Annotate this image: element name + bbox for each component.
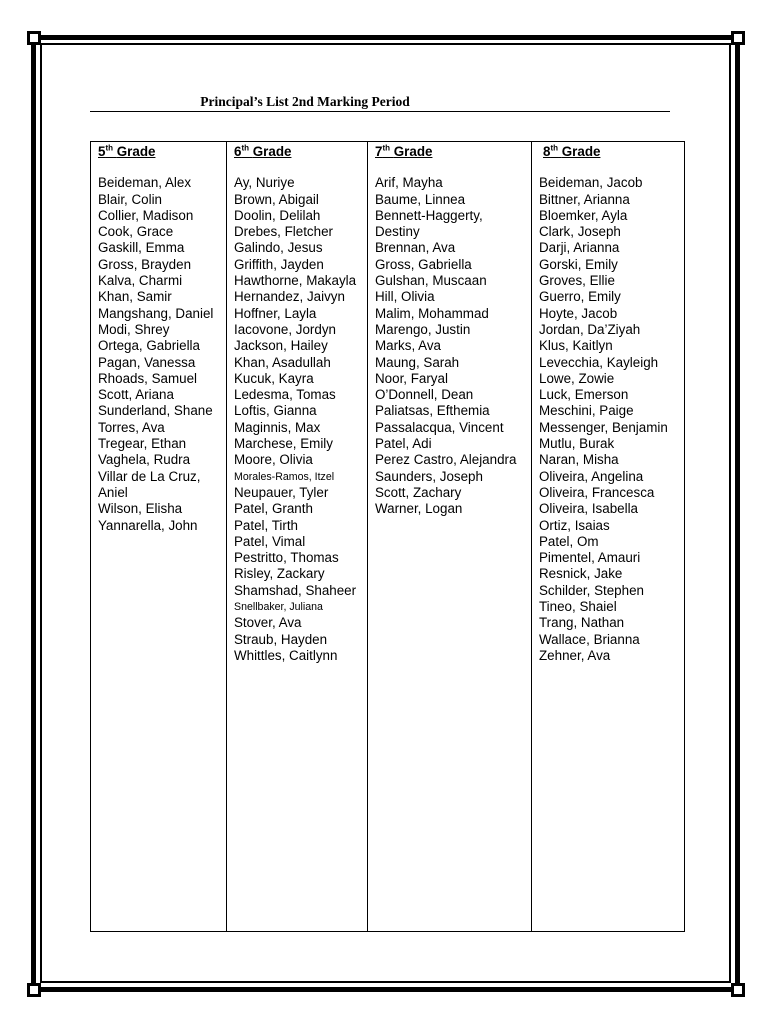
- page-title: [90, 93, 670, 112]
- student-name: Oliveira, Angelina: [539, 468, 644, 484]
- student-name: Destiny: [375, 224, 420, 240]
- student-name: Scott, Ariana: [98, 387, 174, 403]
- honor-roll-table: [90, 141, 685, 932]
- grade-suffix: th: [105, 143, 114, 153]
- student-name: Lowe, Zowie: [539, 370, 615, 386]
- student-name: Khan, Asadullah: [234, 354, 331, 370]
- student-name: Naran, Misha: [539, 452, 619, 468]
- student-name: Malim, Mohammad: [375, 305, 489, 321]
- student-name: Ortega, Gabriella: [98, 338, 200, 354]
- student-name: Hoffner, Layla: [234, 305, 317, 321]
- student-name: Jackson, Hailey: [234, 338, 328, 354]
- student-name: Schilder, Stephen: [539, 582, 644, 598]
- student-name: Hoyte, Jacob: [539, 305, 618, 321]
- student-name: Gorski, Emily: [539, 256, 618, 272]
- student-name: Doolin, Delilah: [234, 207, 321, 223]
- student-name: Stover, Ava: [234, 615, 302, 631]
- student-name: Collier, Madison: [98, 207, 194, 223]
- student-name: Iacovone, Jordyn: [234, 321, 336, 337]
- student-list: [98, 175, 226, 534]
- student-name: Patel, Vimal: [234, 533, 306, 549]
- grade-number: 6: [234, 144, 242, 159]
- student-name: Oliveira, Francesca: [539, 484, 655, 500]
- student-name: Scott, Zachary: [375, 484, 462, 500]
- student-name: Sunderland, Shane: [98, 403, 213, 419]
- student-name: Griffith, Jayden: [234, 256, 324, 272]
- student-name: Tregear, Ethan: [98, 436, 187, 452]
- student-name: Darji, Arianna: [539, 240, 620, 256]
- student-name: Bloemker, Ayla: [539, 207, 628, 223]
- grade-word: Grade: [561, 144, 601, 159]
- grade-header: [234, 144, 367, 160]
- student-name: Tineo, Shaiel: [539, 599, 617, 615]
- student-name: Pimentel, Amauri: [539, 550, 641, 566]
- student-name: Gross, Brayden: [98, 256, 192, 272]
- student-name: Meschini, Paige: [539, 403, 634, 419]
- student-name: Snellbaker, Juliana: [234, 601, 323, 614]
- student-name: Baume, Linnea: [375, 191, 466, 207]
- student-name: Saunders, Joseph: [375, 468, 483, 484]
- student-name: Noor, Faryal: [375, 370, 448, 386]
- student-name: Drebes, Fletcher: [234, 224, 333, 240]
- student-name: Aniel: [98, 484, 128, 500]
- student-name: Maung, Sarah: [375, 354, 460, 370]
- student-name: Guerro, Emily: [539, 289, 621, 305]
- student-name: Pagan, Vanessa: [98, 354, 196, 370]
- student-name: Mangshang, Daniel: [98, 305, 214, 321]
- student-name: Gulshan, Muscaan: [375, 273, 487, 289]
- student-name: Risley, Zackary: [234, 566, 325, 582]
- student-name: Marchese, Emily: [234, 436, 333, 452]
- student-name: Groves, Ellie: [539, 273, 615, 289]
- student-name: Beideman, Jacob: [539, 175, 643, 191]
- student-name: Modi, Shrey: [98, 321, 170, 337]
- student-name: Patel, Om: [539, 533, 599, 549]
- student-name: Wilson, Elisha: [98, 501, 183, 517]
- student-name: O’Donnell, Dean: [375, 387, 474, 403]
- student-name: Rhoads, Samuel: [98, 370, 197, 386]
- student-name: Villar de La Cruz,: [98, 468, 201, 484]
- grade-header: [98, 144, 226, 160]
- student-name: Maginnis, Max: [234, 419, 321, 435]
- student-list: [539, 175, 684, 664]
- border-corner-bottom-left: [27, 983, 41, 997]
- student-name: Marks, Ava: [375, 338, 441, 354]
- student-name: Resnick, Jake: [539, 566, 623, 582]
- grade-word: Grade: [393, 144, 433, 159]
- student-name: Cook, Grace: [98, 224, 174, 240]
- student-name: Marengo, Justin: [375, 321, 471, 337]
- student-name: Gross, Gabriella: [375, 256, 472, 272]
- grade-header: [375, 144, 531, 160]
- student-name: Yannarella, John: [98, 517, 198, 533]
- student-name: Mutlu, Burak: [539, 436, 615, 452]
- grade-suffix: th: [241, 143, 250, 153]
- student-name: Ortiz, Isaias: [539, 517, 610, 533]
- grade-number: 5: [98, 144, 106, 159]
- grade-suffix: th: [382, 143, 391, 153]
- grade-column: [368, 142, 532, 931]
- student-name: Bennett-Haggerty,: [375, 207, 483, 223]
- grade-column: [227, 142, 368, 931]
- student-name: Khan, Samir: [98, 289, 172, 305]
- student-name: Whittles, Caitlynn: [234, 647, 338, 663]
- student-name: Hill, Olivia: [375, 289, 435, 305]
- student-name: Wallace, Brianna: [539, 631, 640, 647]
- student-name: Galindo, Jesus: [234, 240, 323, 256]
- student-name: Clark, Joseph: [539, 224, 621, 240]
- student-name: Kucuk, Kayra: [234, 370, 314, 386]
- student-name: Brown, Abigail: [234, 191, 319, 207]
- grade-header: [539, 144, 684, 160]
- student-name: Passalacqua, Vincent: [375, 419, 504, 435]
- student-name: Bittner, Arianna: [539, 191, 630, 207]
- student-name: Blair, Colin: [98, 191, 163, 207]
- student-name: Straub, Hayden: [234, 631, 328, 647]
- student-name: Trang, Nathan: [539, 615, 625, 631]
- student-name: Shamshad, Shaheer: [234, 582, 357, 598]
- grade-word: Grade: [252, 144, 292, 159]
- student-name: Warner, Logan: [375, 501, 463, 517]
- student-name: Patel, Granth: [234, 501, 313, 517]
- student-name: Jordan, Da’Ziyah: [539, 321, 641, 337]
- student-name: Zehner, Ava: [539, 647, 611, 663]
- grade-number: 7: [375, 144, 383, 159]
- student-name: Klus, Kaitlyn: [539, 338, 613, 354]
- page-title-text: Principal’s List 2nd Marking Period: [200, 94, 410, 109]
- student-name: Neupauer, Tyler: [234, 484, 329, 500]
- student-name: Levecchia, Kayleigh: [539, 354, 659, 370]
- border-corner-top-left: [27, 31, 41, 45]
- student-name: Ay, Nuriye: [234, 175, 295, 191]
- grade-number: 8: [543, 144, 551, 159]
- student-name: Patel, Adi: [375, 436, 432, 452]
- grade-column: [91, 142, 227, 931]
- border-corner-bottom-right: [731, 983, 745, 997]
- student-name: Beideman, Alex: [98, 175, 192, 191]
- grade-suffix: th: [550, 143, 559, 153]
- student-name: Ledesma, Tomas: [234, 387, 336, 403]
- student-name: Patel, Tirth: [234, 517, 299, 533]
- student-name: Luck, Emerson: [539, 387, 629, 403]
- student-name: Loftis, Gianna: [234, 403, 317, 419]
- student-name: Moore, Olivia: [234, 452, 313, 468]
- student-name: Paliatsas, Efthemia: [375, 403, 490, 419]
- student-name: Kalva, Charmi: [98, 273, 183, 289]
- student-name: Pestritto, Thomas: [234, 550, 339, 566]
- student-name: Messenger, Benjamin: [539, 419, 668, 435]
- student-name: Arif, Mayha: [375, 175, 443, 191]
- student-name: Hernandez, Jaivyn: [234, 289, 345, 305]
- grade-column: [532, 142, 684, 931]
- student-name: Morales-Ramos, Itzel: [234, 470, 335, 483]
- student-name: Vaghela, Rudra: [98, 452, 191, 468]
- student-name: Brennan, Ava: [375, 240, 456, 256]
- student-name: Gaskill, Emma: [98, 240, 185, 256]
- student-list: [375, 175, 531, 517]
- student-name: Hawthorne, Makayla: [234, 273, 357, 289]
- student-name: Perez Castro, Alejandra: [375, 452, 517, 468]
- border-corner-top-right: [731, 31, 745, 45]
- grade-word: Grade: [116, 144, 156, 159]
- student-list: [234, 175, 367, 664]
- student-name: Torres, Ava: [98, 419, 165, 435]
- student-name: Oliveira, Isabella: [539, 501, 638, 517]
